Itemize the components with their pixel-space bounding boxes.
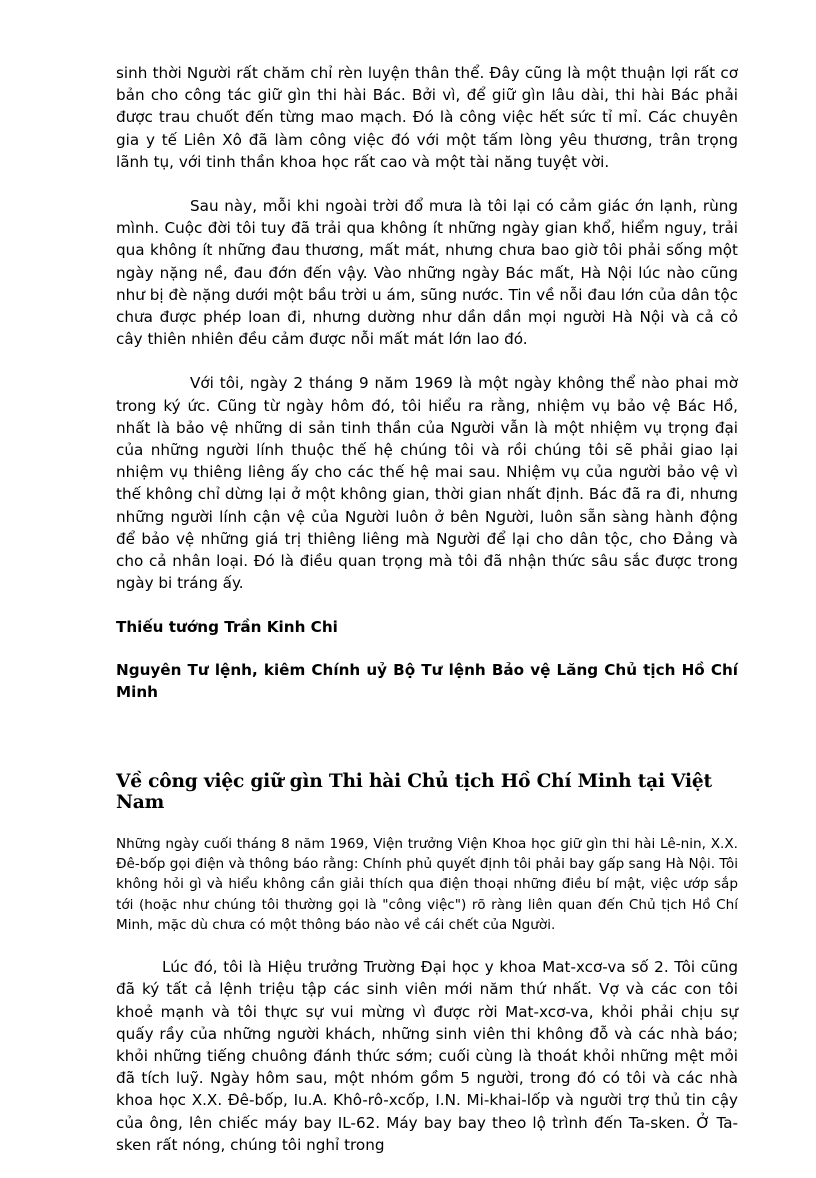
- signature-name: Thiếu tướng Trần Kinh Chi: [116, 618, 338, 637]
- section-intro: Những ngày cuối tháng 8 năm 1969, Viện trưởng Viện Khoa học giữ gìn thi hài Lê-nin, X.X. Đê-bốp gọi điện và thông báo rằng: Chính phủ quyết định tôi phải bay gấp sang Hà Nội. Tôi không hỏi gì và hiểu không cần giải thích qua điện thoại những điều bí mật, việc ướp sắp tới (hoặc như chúng tôi thường gọi là "công việc") rõ ràng liên quan đến Chủ tịch Hồ Chí Minh, mặc dù chưa có một thông báo nào về cái chết của Người.: [116, 836, 738, 933]
- document-page: [116, 62, 738, 1178]
- paragraph-2: Sau này, mỗi khi ngoài trời đổ mưa là tôi lại có cảm giác ớn lạnh, rùng mình. Cuộc đời tôi tuy đã trải qua không ít những ngày gian khổ, hiểm nguy, trải qua không ít những đau thương, mất mát, nhưng chưa bao giờ tôi phải sống một ngày nặng nề, đau đớn đến vậy. Vào những ngày Bác mất, Hà Nội lúc nào cũng như bị đè nặng dưới một bầu trời u ám, sũng nước. Tin về nỗi đau lớn của dân tộc chưa được phép loan đi, nhưng dường như dần dần mọi người Hà Nội và cả cỏ cây thiên nhiên đều cảm được nỗi mất mát lớn lao đó.: [116, 197, 738, 349]
- section-body: Lúc đó, tôi là Hiệu trưởng Trường Đại học y khoa Mat-xcơ-va số 2. Tôi cũng đã ký tất cả lệnh triệu tập các sinh viên mới năm thứ nhất. Vợ và các con tôi khoẻ mạnh và tôi thực sự vui mừng vì được rời Mat-xcơ-va, khỏi phải chịu sự quấy rầy của những người khách, những sinh viên thi không đỗ và các nhà báo; khỏi những tiếng chuông đánh thức sớm; cuối cùng là thoát khỏi những mệt mỏi đã tích luỹ. Ngày hôm sau, một nhóm gồm 5 người, trong đó có tôi và các nhà khoa học X.X. Đê-bốp, Iu.A. Khô-rô-xcốp, I.N. Mi-khai-lốp và người trợ thủ tin cậy của ông, lên chiếc máy bay IL-62. Máy bay bay theo lộ trình đến Ta-sken. Ở Ta-sken rất nóng, chúng tôi nghỉ trong: [116, 958, 738, 1154]
- signature-title: Nguyên Tư lệnh, kiêm Chính uỷ Bộ Tư lệnh Bảo vệ Lăng Chủ tịch Hồ Chí Minh: [116, 660, 738, 701]
- paragraph-1: sinh thời Người rất chăm chỉ rèn luyện thân thể. Đây cũng là một thuận lợi rất cơ bản cho công tác giữ gìn thi hài Bác. Bởi vì, để giữ gìn lâu dài, thi hài Bác phải được trau chuốt đến từng mao mạch. Đó là công việc hết sức tỉ mỉ. Các chuyên gia y tế Liên Xô đã làm công việc đó với một tấm lòng yêu thương, trân trọng lãnh tụ, với tinh thần khoa học rất cao và một tài năng tuyệt vời.: [116, 64, 738, 171]
- section-heading: Về công việc giữ gìn Thi hài Chủ tịch Hồ Chí Minh tại Việt Nam: [116, 771, 712, 814]
- paragraph-3: Với tôi, ngày 2 tháng 9 năm 1969 là một ngày không thể nào phai mờ trong ký ức. Cũng từ ngày hôm đó, tôi hiểu ra rằng, nhiệm vụ bảo vệ Bác Hồ, nhất là bảo vệ những di sản tinh thần của Người vẫn là một nhiệm vụ trọng đại của những người lính thuộc thế hệ chúng tôi và rồi chúng tôi sẽ phải giao lại nhiệm vụ thiêng liêng ấy cho các thế hệ mai sau. Nhiệm vụ của người bảo vệ vì thế không chỉ dừng lại ở một không gian, thời gian nhất định. Bác đã ra đi, nhưng những người lính cận vệ của Người luôn ở bên Người, luôn sẵn sàng hành động để bảo vệ những giá trị thiêng liêng mà Người để lại cho dân tộc, cho Đảng và cho cả nhân loại. Đó là điều quan trọng mà tôi đã nhận thức sâu sắc được trong ngày bi tráng ấy.: [116, 374, 738, 593]
